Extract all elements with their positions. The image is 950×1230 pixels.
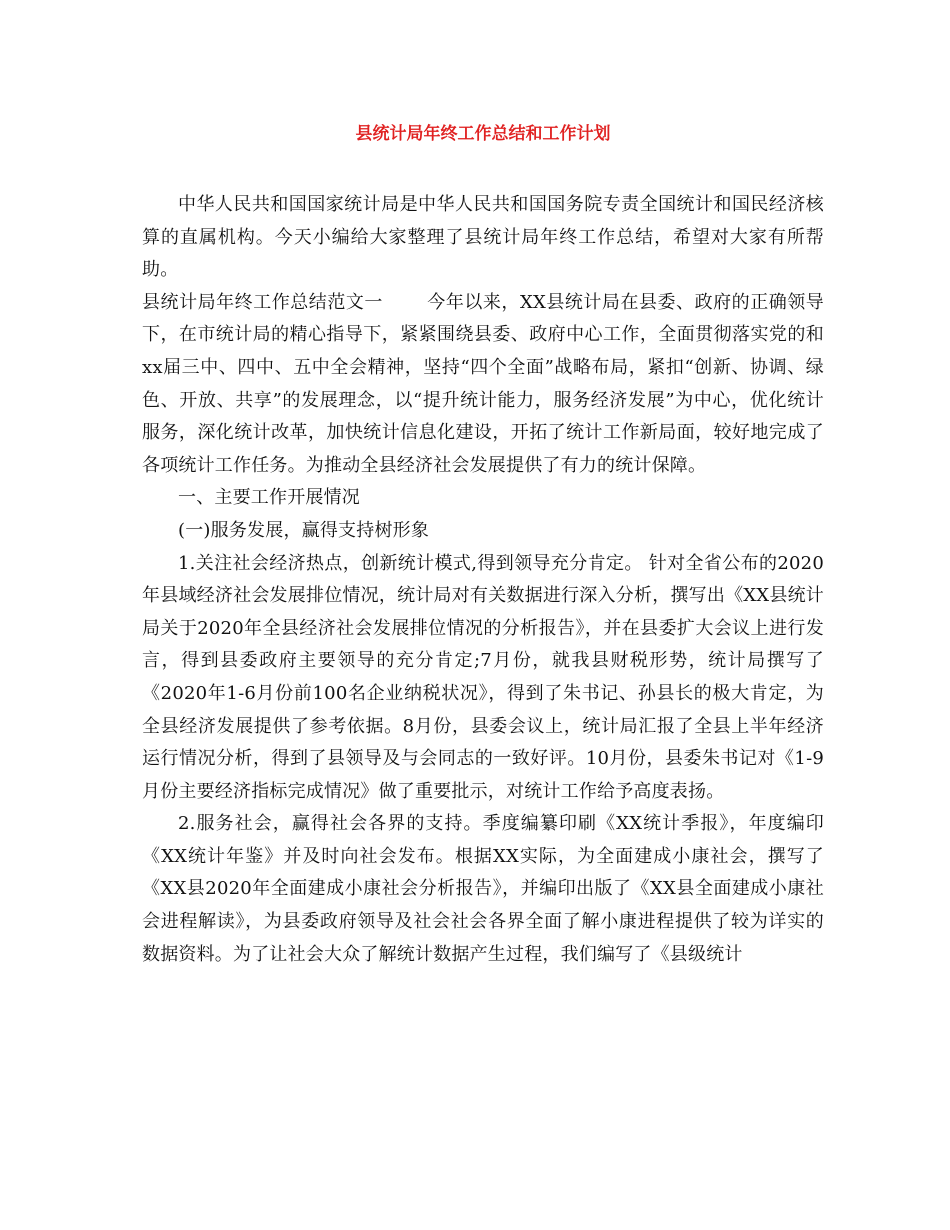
document-page — [142, 0, 824, 1230]
document-title: 县统计局年终工作总结和工作计划 — [355, 124, 611, 144]
sample-paragraph — [142, 287, 824, 483]
subsection-heading: (一)服务发展，赢得支持树形象 — [178, 519, 430, 541]
intro-paragraph: 中华人民共和国国家统计局是中华人民共和国国务院专责全国统计和国民经济核算的直属机构。今天小编给大家整理了县统计局年终工作总结，希望对大家有所帮助。 — [142, 194, 824, 281]
item-paragraph-1: 1.关注社会经济热点，创新统计模式,得到领导充分肯定。 针对全省公布的2020年县域经济社会发展排位情况，统计局对有关数据进行深入分析，撰写出《XX县统计局关于2020年全县经济社会发展排位情况的分析报告》，并在县委扩大会议上进行发言，得到县委政府主要领导的充分肯定;7月份，就我县财税形势，统计局撰写了《2020年1-6月份前100名企业纳税状况》，得到了朱书记、孙县长的极大肯定，为全县经济发展提供了参考依据。8月份，县委会议上，统计局汇报了全县上半年经济运行情况分析，得到了县领导及与会同志的一致好评。10月份，县委朱书记对《1-9月份主要经济指标完成情况》做了重要批示，对统计工作给予高度表扬。 — [142, 552, 824, 802]
sample-text: 今年以来，XX县统计局在县委、政府的正确领导下，在市统计局的精心指导下，紧紧围绕县委、政府中心工作，全面贯彻落实党的和xx届三中、四中、五中全会精神，坚持“四个全面”战略布局，紧扣“创新、协调、绿色、开放、共享”的发展理念，以“提升统计能力，服务经济发展”为中心，优化统计服务，深化统计改革，加快统计信息化建设，开拓了统计工作新局面，较好地完成了各项统计工作任务。为推动全县经济社会发展提供了有力的统计保障。 — [142, 291, 824, 476]
document-body — [142, 189, 824, 971]
item-paragraph-2: 2.服务社会，赢得社会各界的支持。季度编纂印刷《XX统计季报》，年度编印《XX统计年鉴》并及时向社会发布。根据XX实际，为全面建成小康社会，撰写了《XX县2020年全面建成小康社会分析报告》，并编印出版了《XX县全面建成小康社会进程解读》，为县委政府领导及社会社会各界全面了解小康进程提供了较为详实的数据资料。为了让社会大众了解统计数据产生过程，我们编写了《县级统计 — [142, 813, 824, 965]
section-heading: 一、主要工作开展情况 — [178, 487, 360, 509]
sample-label: 县统计局年终工作总结范文一 — [142, 291, 383, 313]
